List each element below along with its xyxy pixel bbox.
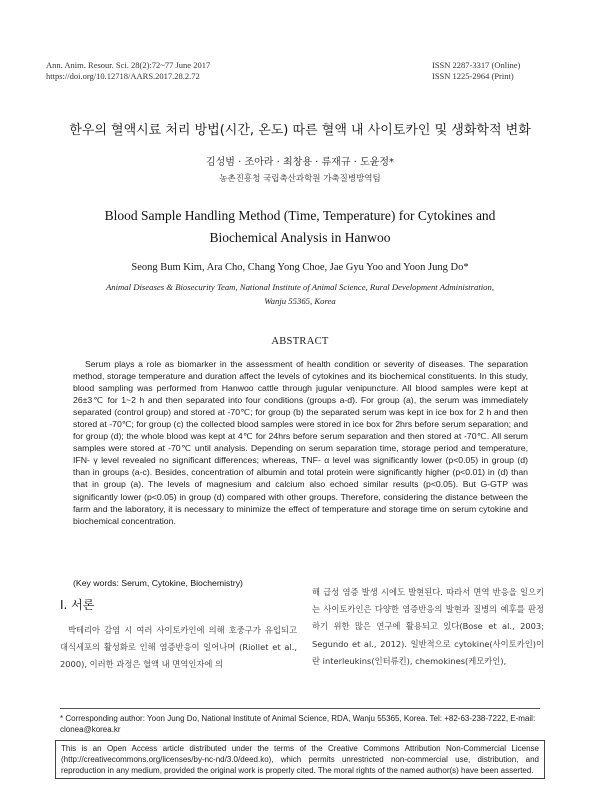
- english-affiliation-line-1: Animal Diseases & Biosecurity Team, National Institute of Animal Science, Rural Development Administration,: [105, 282, 495, 292]
- section-heading-introduction: Ⅰ. 서론: [60, 598, 95, 612]
- issn-print: ISSN 1225-2964 (Print): [432, 71, 514, 81]
- intro-paragraph-right: 해 급성 염증 발생 시에도 발현된다. 따라서 면역 반응을 일으키는 사이토카인은 다양한 염증반응의 발현과 질병의 예후를 판정하기 위한 많은 연구에 활용되고 있다(Bose et al., 2003; Segundo et al., 2012). 일반적으로 cytokine(사이토카인)이란 interleukins(인터류킨), chemokines(케모카인),: [312, 587, 544, 666]
- english-title-line-1: Blood Sample Handling Method (Time, Temperature) for Cytokines and: [104, 208, 496, 223]
- body-column-left: [60, 622, 297, 674]
- license-box: [55, 740, 545, 779]
- journal-header-left: [46, 60, 210, 82]
- english-authors: Seong Bum Kim, Ara Cho, Chang Yong Choe, Jae Gyu Yoo and Yoon Jung Do*: [131, 262, 469, 273]
- english-title-line-2: Biochemical Analysis in Hanwoo: [209, 230, 391, 245]
- journal-citation: Ann. Anim. Resour. Sci. 28(2):72~77 June 2017: [46, 60, 211, 70]
- license-text: This is an Open Access article distributed under the terms of the Creative Commons Attribution Non-Commercial License (http://creativecommons.org/licenses/by-nc-nd/3.0/deed.ko), which permits unrestricted non-commercial use, distribution, and reproduction in any medium, provided the original work is properly cited. The moral rights of the named author(s) have been asserted.: [61, 744, 539, 775]
- abstract-heading: ABSTRACT: [271, 336, 329, 347]
- intro-paragraph-left: 박테리아 감염 시 여러 사이토카인에 의해 호중구가 유입되고 대식세포의 활성화로 인해 염증반응이 일어나며 (Riollet et al., 2000), 이러한 과정은 혈액 내 면역인자에 의: [60, 625, 297, 670]
- abstract-text: Serum plays a role as biomarker in the assessment of health condition or severity of diseases. The separation method, storage temperature and duration affect the levels of cytokines and its biochemical constituents. In this study, blood sampling was performed from Hanwoo cattle through jugular venipuncture. All blood samples were kept at 26±3℃ for 1~2 h and then separated into four conditions (groups a-d). For group (a), the serum was immediately separated (control group) and stored at -70℃; for group (b) the separated serum was kept in ice box for 2 h and then stored at -70℃; for group (c) the collected blood samples were stored in ice box for 2hrs before serum separation; and for group (d); the whole blood was kept at 4℃ for 24hrs before serum separation and then stored at -70℃. All serum samples were stored at -70℃ until analysis. Depending on serum separation time, storage period and temperature, IFN- γ level revealed no significant differences; whereas, TNF- α level was significantly lower (p<0.05) in group (d) than in groups (a-c). Besides, concentration of albumin and total protein were significantly higher (p<0.01) in (d) than that in group (a). The levels of magnesium and calcium also echoed similar results (p<0.05). But G-GTP was significantly lower (p<0.05) in group (d) compared with other groups. Therefore, considering the distance between the farm and the laboratory, it is necessary to minimize the effect of temperature and storage time on serum cytokine and biochemical concentration.: [73, 359, 528, 526]
- journal-header-right: [432, 60, 520, 82]
- english-affiliation: [60, 280, 540, 308]
- keywords: (Key words: Serum, Cytokine, Biochemistry): [73, 578, 243, 588]
- korean-authors: 김성범 · 조아라 · 최창용 · 류재규 · 도윤정*: [205, 157, 395, 168]
- abstract-body: [73, 358, 528, 527]
- english-affiliation-line-2: Wanju 55365, Korea: [264, 296, 336, 306]
- issn-online: ISSN 2287-3317 (Online): [432, 60, 521, 70]
- english-title: [60, 205, 540, 249]
- body-column-right: [312, 584, 544, 670]
- korean-affiliation: 농촌진흥청 국립축산과학원 가축질병방역팀: [219, 174, 381, 184]
- doi-link[interactable]: https://doi.org/10.12718/AARS.2017.28.2.72: [46, 71, 200, 81]
- footnote-divider: [60, 708, 540, 709]
- corresponding-author-footnote: * Corresponding author: Yoon Jung Do, National Institute of Animal Science, RDA, Wanju 55365, Korea. Tel: +82-63-238-7222, E-mail: clonea@korea.kr: [60, 714, 536, 734]
- korean-title: 한우의 혈액시료 처리 방법(시간, 온도) 따른 혈액 내 사이토카인 및 생화학적 변화: [69, 123, 531, 138]
